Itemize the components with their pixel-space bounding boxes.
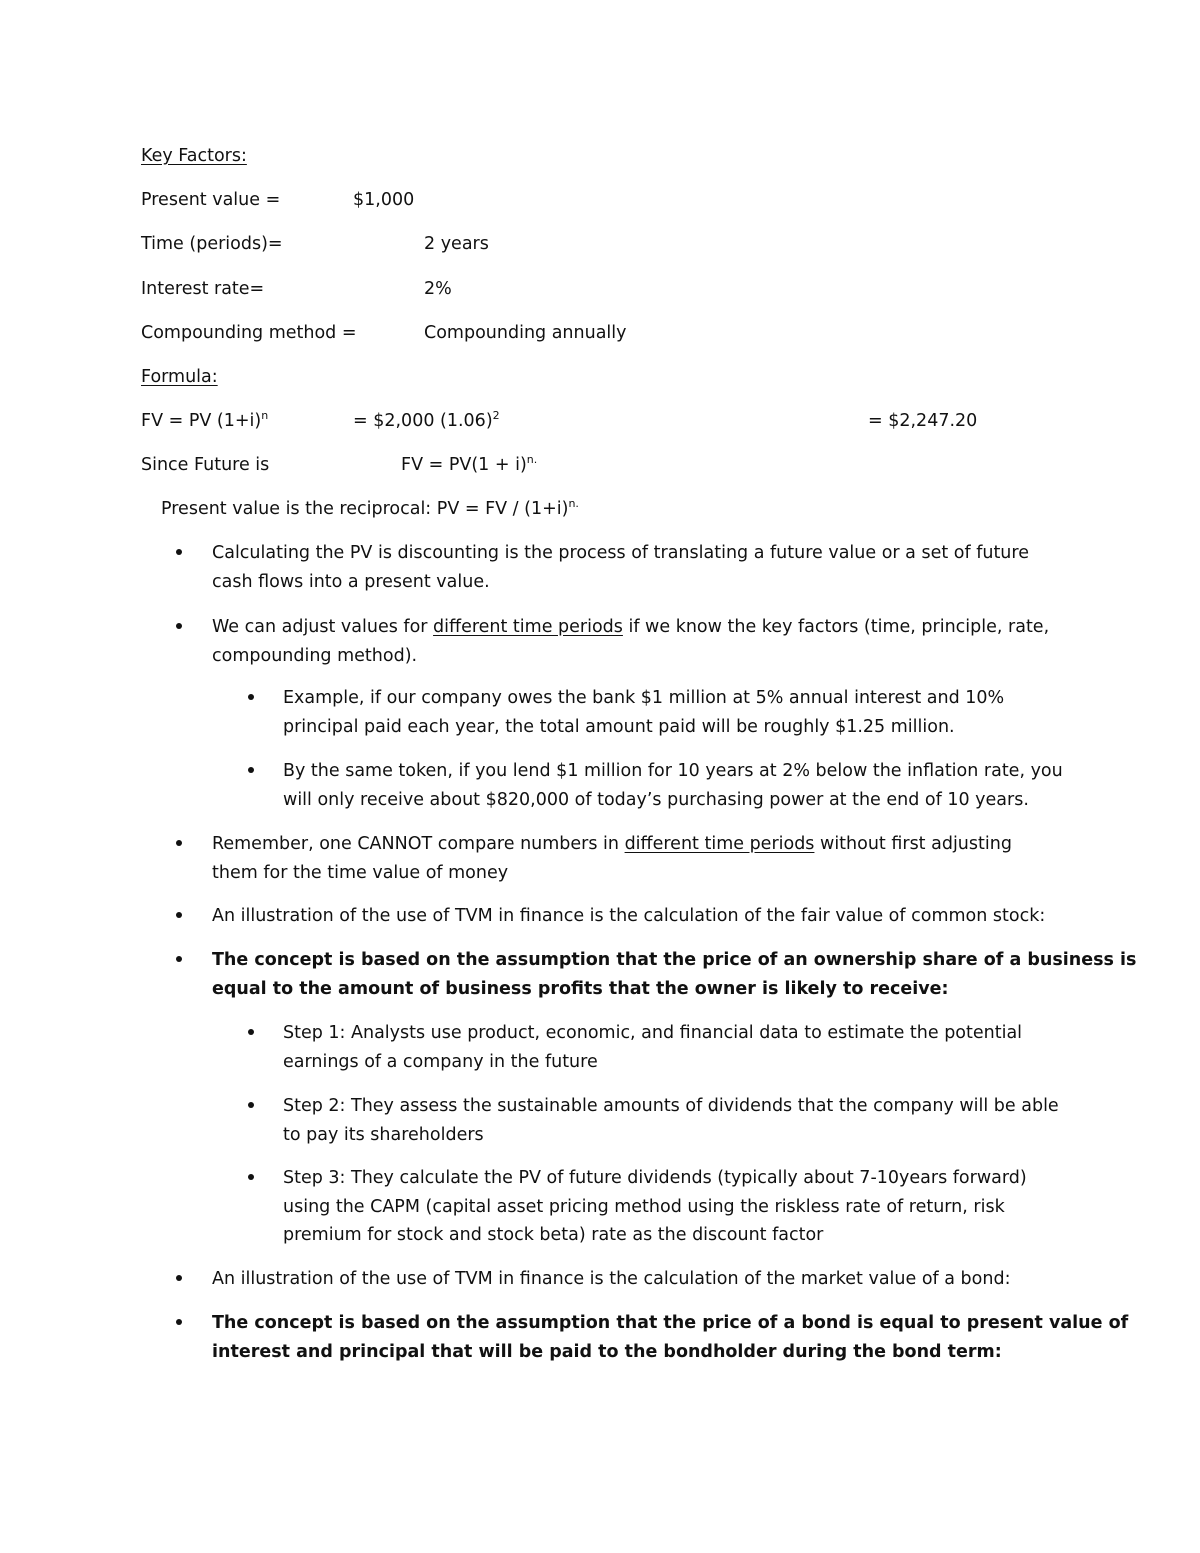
formula-mid: = $2,000 $(1.06)^2$ bbox=[353, 409, 500, 431]
formula-heading: Formula: bbox=[141, 367, 218, 387]
bullet-icon bbox=[176, 623, 182, 629]
bullet-icon bbox=[176, 956, 182, 962]
different-time-periods-underline: different time periods bbox=[624, 834, 815, 854]
bullet-icon bbox=[176, 1275, 182, 1281]
sub-bullet-example: Example, if our company owes the bank $1 million at 5% annual interest and 10% principal paid each year, the total amount paid will be roughly $1.25 million. bbox=[283, 688, 1005, 737]
sub-bullet-icon bbox=[248, 767, 254, 773]
sub-bullet-icon bbox=[248, 1174, 254, 1180]
different-time-periods-underline: different time periods bbox=[433, 617, 623, 637]
since-future-label: Since Future is bbox=[141, 455, 270, 475]
bullet-icon bbox=[176, 549, 182, 555]
bullet-icon bbox=[176, 912, 182, 918]
sub-bullet-icon bbox=[248, 694, 254, 700]
factor-value-interest: 2% bbox=[424, 279, 452, 299]
factor-label-compounding: Compounding method = bbox=[141, 323, 357, 343]
sub-bullet-icon bbox=[248, 1102, 254, 1108]
factor-value-compounding: Compounding annually bbox=[424, 323, 627, 343]
factor-label-present-value: Present value = bbox=[141, 190, 281, 210]
step-1: Step 1: Analysts use product, economic, and financial data to estimate the potential earnings of a company in the future bbox=[283, 1023, 1023, 1072]
step-3: Step 3: They calculate the PV of future dividends (typically about 7-10years forward) using the CAPM (capital asset pricing method using the riskless rate of return, risk premium for stock and stock beta) rate as the discount factor bbox=[283, 1168, 1027, 1245]
bullet-remember: Remember, one CANNOT compare numbers in different time periods without first adjusting them for the time value of money bbox=[212, 834, 1012, 883]
factor-value-time: 2 years bbox=[424, 234, 489, 254]
bullet-concept-stock: The concept is based on the assumption that the price of an ownership share of a business is equal to the amount of business profits that the owner is likely to receive: bbox=[212, 950, 1137, 999]
key-factors-heading: Key Factors: bbox=[141, 146, 247, 166]
sub-bullet-icon bbox=[248, 1029, 254, 1035]
bullet-discounting: Calculating the PV is discounting is the process of translating a future value or a set of future cash flows into a present value. bbox=[212, 543, 1029, 592]
step-2: Step 2: They assess the sustainable amounts of dividends that the company will be able to pay its shareholders bbox=[283, 1096, 1059, 1145]
bullet-illustration-bond: An illustration of the use of TVM in finance is the calculation of the market value of a bond: bbox=[212, 1269, 1011, 1289]
bullet-illustration-stock: An illustration of the use of TVM in finance is the calculation of the fair value of common stock: bbox=[212, 906, 1046, 926]
factor-value-present-value: $1,000 bbox=[353, 190, 415, 210]
bullet-concept-bond: The concept is based on the assumption that the price of a bond is equal to present value of interest and principal that will be paid to the bondholder during the bond term: bbox=[212, 1313, 1129, 1362]
formula-result: = $2,247.20 bbox=[868, 411, 978, 431]
bullet-icon bbox=[176, 840, 182, 846]
factor-label-time: Time (periods)= bbox=[141, 234, 283, 254]
factor-label-interest: Interest rate= bbox=[141, 279, 265, 299]
sub-bullet-same-token: By the same token, if you lend $1 million for 10 years at 2% below the inflation rate, you will only receive about $820,000 of today’s purchasing power at the end of 10 years. bbox=[283, 761, 1063, 810]
bullet-adjust-values: We can adjust values for different time periods if we know the key factors (time, principle, rate, compounding method). bbox=[212, 617, 1050, 666]
since-future-expr: FV = $PV(1 + i)^{n.}$ bbox=[401, 453, 538, 475]
formula-lhs: FV = PV $(1+i)^n$ bbox=[141, 409, 269, 431]
reciprocal-text: Present value is the reciprocal: PV = FV / $(1+i)^{n.}$ bbox=[161, 497, 579, 519]
bullet-icon bbox=[176, 1319, 182, 1325]
